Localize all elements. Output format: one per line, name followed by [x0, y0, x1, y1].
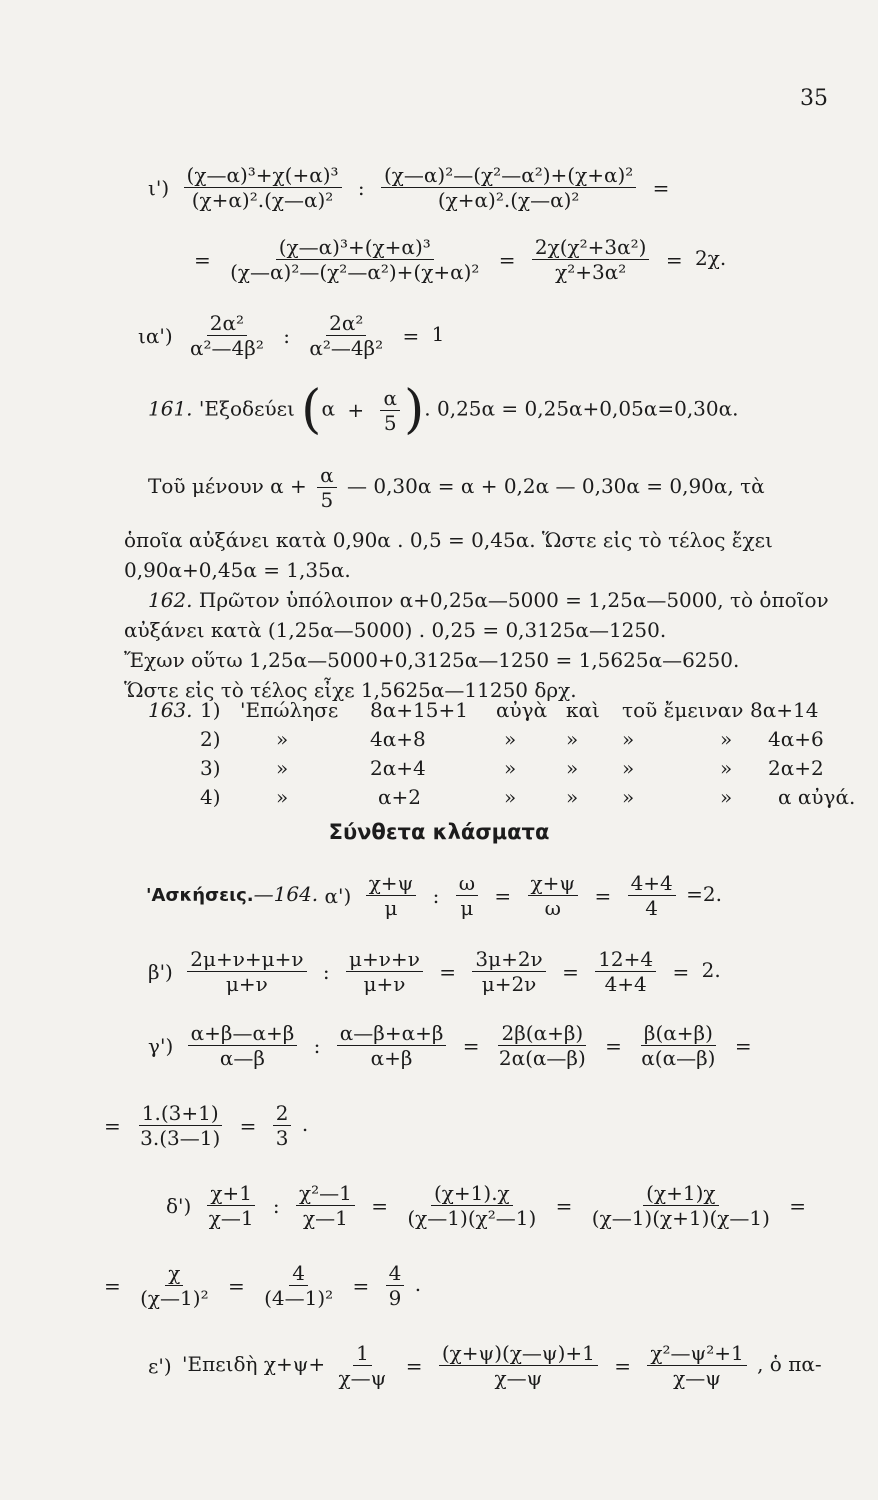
- problem-164-c: γ') $\frac{\alpha+\beta—\alpha+\beta}{\alpha—\beta}$ : $\frac{\alpha—\beta+\alpha+\beta}{\alpha+\beta}$ = $\frac{2\beta(\alpha+\beta)}{2\alpha(\alpha—\beta)}$ = $\frac{\beta(\alpha+\beta)}{\alpha(\alpha—\beta)}$ =: [148, 1021, 752, 1070]
- problem-162-line-2: αὐξάνει κατὰ (1,25α—5000) . 0,25 = 0,3125α—1250.: [124, 618, 667, 642]
- fraction: $\frac{2\mu+\nu+\mu+\nu}{\mu+\nu}$: [187, 948, 306, 995]
- fraction: $\frac{4+4}{4}$: [628, 872, 676, 919]
- fraction: $\frac{\alpha}{5}$: [317, 464, 337, 511]
- exercise-10-line-2: = $\frac{\text{(χ—α)³+(χ+α)³}}{\text{(χ—α)²—(χ²—α²)+(χ+α)²}}$ = $\frac{\text{2χ(χ²+3α²)}}{\text{χ²+3α²}}$ = 2χ.: [194, 235, 727, 284]
- problem-163-table: [148, 698, 856, 814]
- fraction: $\frac{\text{2α²}}{\text{α²—4β²}}$: [190, 311, 264, 360]
- exercise-10-line-1: ι') $\frac{\text{(χ—α)³+χ(+α)³}}{\text{(χ+α)².(χ—α)²}}$ : $\frac{\text{(χ—α)²—(χ²—α²)+(χ+α)²}}{\text{(χ+α)².(χ—α)²}}$ =: [148, 163, 670, 212]
- fraction: $\frac{2\beta(\alpha+\beta)}{2\alpha(\alpha—\beta)}$: [498, 1021, 586, 1070]
- fraction: $\frac{\text{χ²—ψ²+1}}{\chi—\psi}$: [647, 1342, 746, 1389]
- fraction: $\frac{12+4}{4+4}$: [595, 948, 656, 995]
- table-row: 163. 1) 'Επώλησε 8α+15+1 αὐγὰ καὶ τοῦ ἔμειναν 8α+14: [148, 698, 819, 722]
- problem-161-line-2: Τοῦ μένουν α + $\frac{\alpha}{5}$ — 0,30α = α + 0,2α — 0,30α = 0,90α, τὰ: [148, 463, 765, 512]
- fraction: $\frac{(\chi+1).\chi}{\text{(χ—1)(χ²—1)}}$: [407, 1181, 537, 1230]
- fraction: $\frac{(\chi+\psi)(\chi—\psi)+1}{\chi—\psi}$: [439, 1342, 598, 1389]
- fraction: $\frac{\chi+1}{\chi—1}$: [208, 1181, 254, 1230]
- exercise-label: ι'): [148, 175, 170, 200]
- fraction: $\frac{\text{(χ—α)³+(χ+α)³}}{\text{(χ—α)²—(χ²—α²)+(χ+α)²}}$: [230, 235, 480, 284]
- fraction: $\frac{\omega}{\mu}$: [456, 872, 478, 919]
- exercise-label: ια'): [138, 323, 173, 348]
- fraction: $\frac{2}{3}$: [273, 1102, 292, 1149]
- table-row: 2) » 4α+8 » » » » 4α+6: [200, 727, 824, 751]
- problem-161-line-4: 0,90α+0,45α = 1,35α.: [124, 558, 351, 582]
- exercises-label: 'Ασκήσεις.: [146, 885, 254, 906]
- problem-164-b: β') $\frac{2\mu+\nu+\mu+\nu}{\mu+\nu}$ : $\frac{\mu+\nu+\nu}{\mu+\nu}$ = $\frac{3\mu+2\nu}{\mu+2\nu}$ = $\frac{12+4}{4+4}$ = 2.: [148, 947, 721, 996]
- exercise-11: ια') $\frac{\text{2α²}}{\text{α²—4β²}}$ : $\frac{\text{2α²}}{\text{α²—4β²}}$ = 1: [138, 311, 445, 360]
- problem-162-line-4: Ὥστε εἰς τὸ τέλος εἶχε 1,5625α—11250 δρχ.: [124, 678, 577, 702]
- fraction: $\frac{\chi+\psi}{\mu}$: [366, 872, 417, 919]
- problem-164-a: 'Ασκήσεις.—164. α') $\frac{\chi+\psi}{\mu}$ : $\frac{\omega}{\mu}$ = $\frac{\chi+\psi}{\omega}$ = $\frac{4+4}{4}$ =2.: [146, 871, 722, 920]
- fraction: $\frac{\text{2χ(χ²+3α²)}}{\text{χ²+3α²}}$: [532, 236, 650, 283]
- problem-162-line-3: Ἔχων οὕτω 1,25α—5000+0,3125α—1250 = 1,5625α—6250.: [124, 648, 740, 672]
- result: 2χ.: [694, 246, 727, 270]
- problem-161-line-3: ὁποῖα αὐξάνει κατὰ 0,90α . 0,5 = 0,45α. Ὥστε εἰς τὸ τέλος ἔχει: [124, 528, 773, 552]
- problem-161-line-1: 161. 'Εξοδεύει (α + $\frac{\alpha}{5}$ ). 0,25α = 0,25α+0,05α=0,30α.: [148, 380, 739, 440]
- problem-164-d: δ') $\frac{\chi+1}{\chi—1}$ : $\frac{\text{χ²—1}}{\chi—1}$ = $\frac{(\chi+1).\chi}{\text{(χ—1)(χ²—1)}}$ = $\frac{(\chi+1)\chi}{(\chi—1)(\chi+1)(\chi—1)}$ =: [166, 1181, 807, 1230]
- table-row: 3) » 2α+4 » » » » 2α+2: [200, 756, 824, 780]
- fraction: $\frac{\mu+\nu+\nu}{\mu+\nu}$: [346, 948, 423, 995]
- page-number: 35: [800, 86, 828, 111]
- fraction: $\frac{\alpha}{5}$: [380, 387, 400, 434]
- fraction: $\frac{4}{9}$: [386, 1262, 405, 1309]
- fraction: $\frac{\alpha—\beta+\alpha+\beta}{\alpha+\beta}$: [337, 1022, 447, 1069]
- fraction: $\frac{(\chi+1)\chi}{(\chi—1)(\chi+1)(\chi—1)}$: [591, 1181, 770, 1230]
- fraction: $\frac{\chi+\psi}{\omega}$: [528, 872, 579, 919]
- fraction: $\frac{\chi}{\text{(χ—1)²}}$: [140, 1261, 209, 1310]
- problem-164-e: ε') 'Επειδὴ χ+ψ+ $\frac{1}{\chi—\psi}$ = $\frac{(\chi+\psi)(\chi—\psi)+1}{\chi—\psi}$ = $\frac{\text{χ²—ψ²+1}}{\chi—\psi}$ , ὁ πα-: [148, 1341, 822, 1390]
- fraction: $\frac{\alpha+\beta—\alpha+\beta}{\alpha—\beta}$: [188, 1022, 298, 1069]
- fraction: $\frac{4}{\text{(4—1)²}}$: [264, 1261, 334, 1310]
- problem-number: 161.: [148, 396, 193, 421]
- problem-164-c-line-2: = $\frac{1.(3+1)}{3.(3—1)}$ = $\frac{2}{3}$ .: [104, 1101, 309, 1150]
- table-row: 4) » α+2 » » » » α αὐγά.: [200, 785, 856, 809]
- problem-number: 163.: [148, 698, 193, 722]
- fraction: $\frac{1.(3+1)}{3.(3—1)}$: [140, 1101, 221, 1150]
- fraction: $\frac{\text{(χ—α)²—(χ²—α²)+(χ+α)²}}{\text{(χ+α)².(χ—α)²}}$: [381, 164, 636, 211]
- problem-162-line-1: 162. Πρῶτον ὑπόλοιπον α+0,25α—5000 = 1,25α—5000, τὸ ὁποῖον: [148, 588, 829, 612]
- problem-number: 162.: [148, 588, 193, 612]
- problem-number: —164.: [253, 882, 319, 906]
- section-heading: Σύνθετα κλάσματα: [328, 820, 550, 844]
- fraction: $\frac{\text{(χ—α)³+χ(+α)³}}{\text{(χ+α)².(χ—α)²}}$: [184, 164, 342, 211]
- fraction: $\frac{\text{2α²}}{\text{α²—4β²}}$: [309, 311, 384, 360]
- fraction: $\frac{\text{χ²—1}}{\chi—1}$: [296, 1182, 355, 1229]
- fraction: $\frac{\beta(\alpha+\beta)}{\alpha(\alpha—\beta)}$: [641, 1021, 716, 1070]
- fraction: $\frac{3\mu+2\nu}{\mu+2\nu}$: [472, 948, 545, 995]
- fraction: $\frac{1}{\chi—\psi}$: [338, 1341, 387, 1390]
- problem-164-d-line-2: = $\frac{\chi}{\text{(χ—1)²}}$ = $\frac{4}{\text{(4—1)²}}$ = $\frac{4}{9}$ .: [104, 1261, 422, 1310]
